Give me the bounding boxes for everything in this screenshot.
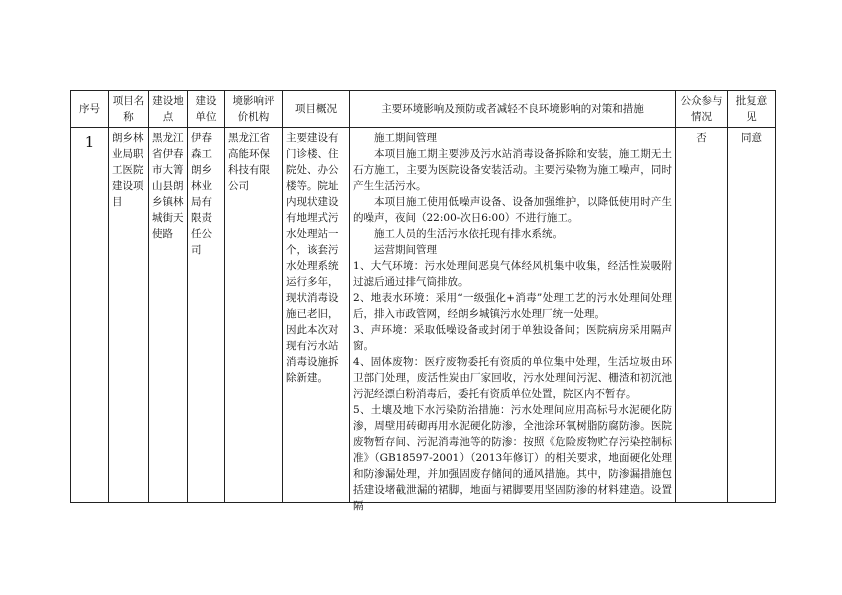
- measure-noise: 3、声环境：采取低噪设备或封闭于单独设备间；医院病房采用隔声窗。: [353, 324, 672, 352]
- measure-construction-heading: 施工期间管理: [374, 132, 437, 144]
- measure-operation-heading: 运营期间管理: [374, 244, 437, 256]
- cell-public-participation: 否: [676, 128, 728, 503]
- measure-construction-overview: 本项目施工期主要涉及污水站消毒设备拆除和安装，施工期无土石方施工，主要为医院设备安装活动。主要污染物为施工噪声，同时产生生活污水。: [353, 148, 672, 192]
- cell-overview: 主要建设有门诊楼、住院处、办公楼等。院址内现状建设有地埋式污水处理站一个，该套污水处理系统运行多年，现状消毒设施已老旧，因此本次对现有污水站消毒设施拆除新建。: [283, 128, 350, 503]
- measure-water: 2、地表水环境：采用“一级强化+消毒”处理工艺的污水处理间处理后，排入市政管网，经朗乡城镇污水处理厂统一处理。: [353, 292, 672, 320]
- header-approval: 批复意见: [728, 91, 776, 128]
- header-eia-agency: 境影响评价机构: [225, 91, 283, 128]
- table-header-row: [71, 91, 776, 128]
- header-project-name: 项目名称: [109, 91, 149, 128]
- header-overview: 项目概况: [283, 91, 350, 128]
- header-seq: 序号: [71, 91, 109, 128]
- cell-location: 黑龙江省伊春市大箐山县朗乡镇林城街天使路: [149, 128, 188, 503]
- measure-air: 1、大气环境：污水处理间恶臭气体经风机集中收集，经活性炭吸附过滤后通过排气筒排放。: [353, 260, 672, 288]
- measure-construction-noise: 本项目施工使用低噪声设备、设备加强维护，以降低使用时产生的噪声，夜间（22:00-次日6:00）不进行施工。: [353, 196, 672, 224]
- measure-soil-groundwater: 5、土壤及地下水污染防治措施：污水处理间应用高标号水泥硬化防渗，周壁用砖砌再用水泥硬化防渗，全池涂环氧树脂防腐防渗。医院废物暂存间、污泥消毒池等的防渗：按照《危险废物贮存污染控制标准》（GB18597-2001）（2013年修订）的相关要求，地面硬化处理和防渗漏处理，并加强固废存储间的通风措施。其中，防渗漏措施包括建设堵截泄漏的裙脚，地面与裙脚要用坚固防渗的材料建造。设置隔: [353, 404, 672, 512]
- header-public-participation: 公众参与情况: [676, 91, 728, 128]
- cell-builder: 伊春森工朗乡林业局有限责任公司: [188, 128, 225, 503]
- measure-solid-waste: 4、固体废物：医疗废物委托有资质的单位集中处理，生活垃圾由环卫部门处理，废活性炭由厂家回收，污水处理间污泥、栅渣和初沉池污泥经漂白粉消毒后，委托有资质单位处置，院区内不暂存。: [353, 356, 672, 400]
- header-location: 建设地点: [149, 91, 188, 128]
- cell-measures: [350, 128, 676, 512]
- cell-eia-agency: 黑龙江省高能环保科技有限公司: [225, 128, 283, 503]
- eia-table: [70, 90, 776, 512]
- table-row: [71, 128, 776, 503]
- cell-project-name: 朗乡林业局职工医院建设项目: [109, 128, 149, 503]
- cell-approval: 同意: [728, 128, 776, 503]
- header-measures: 主要环境影响及预防或者减轻不良环境影响的对策和措施: [350, 91, 676, 128]
- header-builder: 建设单位: [188, 91, 225, 128]
- measure-construction-sewage: 施工人员的生活污水依托现有排水系统。: [374, 228, 563, 240]
- cell-seq: 1: [71, 128, 109, 503]
